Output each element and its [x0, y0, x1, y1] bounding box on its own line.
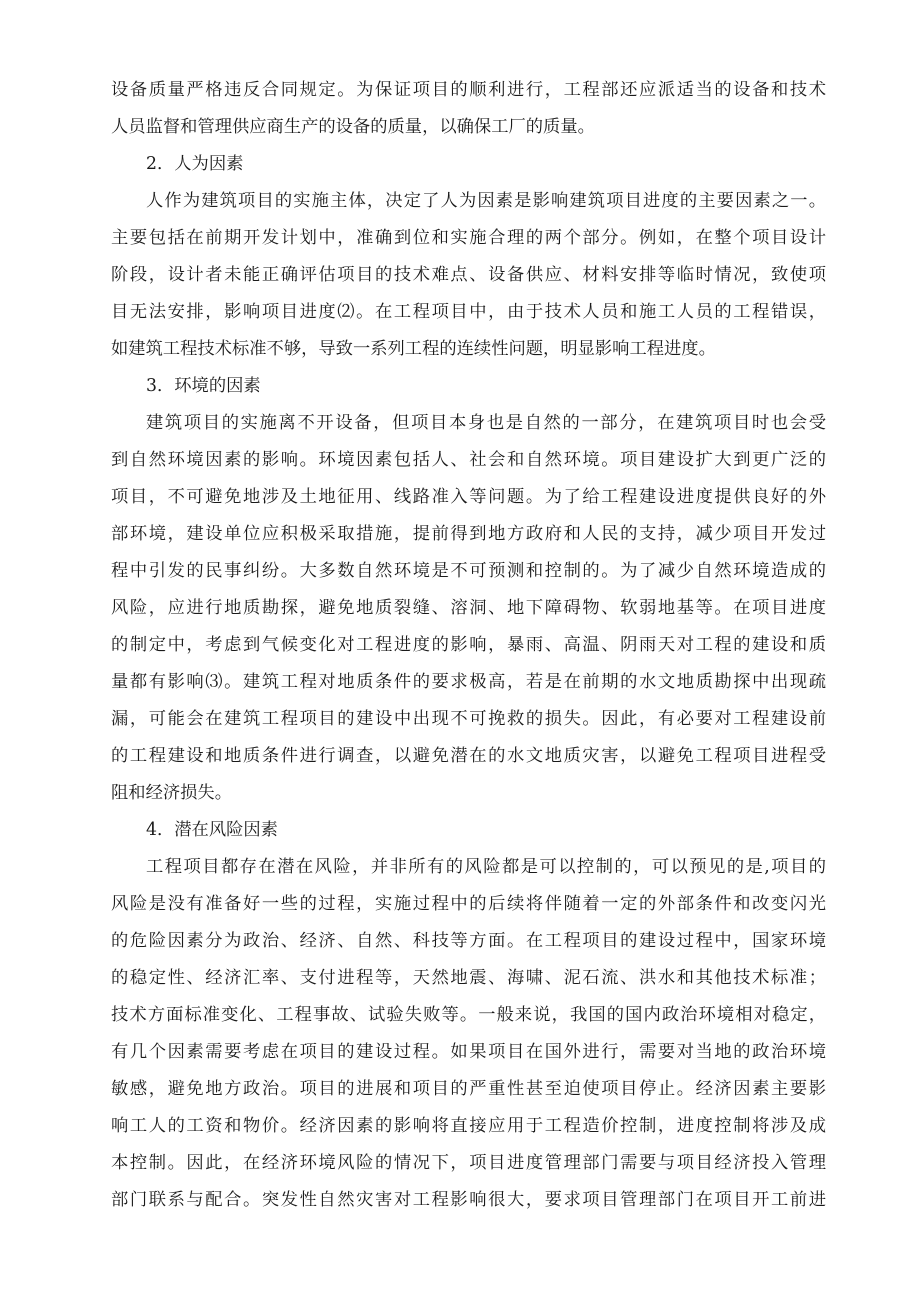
- text-line: 部环境，建设单位应积极采取措施，提前得到地方政府和人民的支持，减少项目开发过: [111, 524, 826, 544]
- text-line: 人员监督和管理供应商生产的设备的质量，以确保工厂的质量。: [111, 117, 595, 137]
- text-line: 风险是没有准备好一些的过程，实施过程中的后续将伴随着一定的外部条件和改变闪光: [111, 894, 826, 914]
- text-line: 技术方面标准变化、工程事故、试验失败等。一般来说，我国的国内政治环境相对稳定，: [111, 1005, 826, 1025]
- text-line: 本控制。因此，在经济环境风险的情况下，项目进度管理部门需要与项目经济投入管理: [111, 1153, 826, 1173]
- text-line: 目无法安排，影响项目进度⑵。在工程项目中，由于技术人员和施工人员的工程错误，: [111, 302, 826, 322]
- text-line: 阻和经济损失。: [111, 783, 232, 803]
- text-line: 有几个因素需要考虑在项目的建设过程。如果项目在国外进行，需要对当地的政治环境: [111, 1042, 826, 1062]
- paragraph-potential-risk: [111, 849, 826, 1219]
- text-line: 的工程建设和地质条件进行调查，以避免潜在的水文地质灾害，以避免工程项目进程受: [111, 746, 826, 766]
- section-heading-environment: 3．环境的因素: [146, 376, 261, 396]
- text-line: 的稳定性、经济汇率、支付进程等，天然地震、海啸、泥石流、洪水和其他技术标准；: [111, 968, 826, 988]
- text-line: 设备质量严格违反合同规定。为保证项目的顺利进行，工程部还应派适当的设备和技术: [111, 80, 826, 100]
- text-line: 项目，不可避免地涉及土地征用、线路准入等问题。为了给工程建设进度提供良好的外: [111, 487, 826, 507]
- text-line: 人作为建筑项目的实施主体，决定了人为因素是影响建筑项目进度的主要因素之一。: [146, 191, 826, 211]
- paragraph-human-factors: [111, 183, 826, 368]
- document-body: [111, 72, 826, 1219]
- section-heading-potential-risk: 4．潜在风险因素: [146, 820, 278, 840]
- text-line: 量都有影响⑶。建筑工程对地质条件的要求极高，若是在前期的水文地质勘探中出现疏: [111, 672, 826, 692]
- text-line: 漏，可能会在建筑工程项目的建设中出现不可挽救的损失。因此，有必要对工程建设前: [111, 709, 826, 729]
- text-line: 阶段，设计者未能正确评估项目的技术难点、设备供应、材料安排等临时情况，致使项: [111, 265, 826, 285]
- text-line: 建筑项目的实施离不开设备，但项目本身也是自然的一部分，在建筑项目时也会受: [146, 413, 826, 433]
- text-line: 如建筑工程技术标准不够，导致一系列工程的连续性问题，明显影响工程进度。: [111, 339, 716, 359]
- text-line: 敏感，避免地方政治。项目的进展和项目的严重性甚至迫使项目停止。经济因素主要影: [111, 1079, 826, 1099]
- text-line: 主要包括在前期开发计划中，准确到位和实施合理的两个部分。例如，在整个项目设计: [111, 228, 826, 248]
- text-line: 到自然环境因素的影响。环境因素包括人、社会和自然环境。项目建设扩大到更广泛的: [111, 450, 826, 470]
- text-line: 部门联系与配合。突发性自然灾害对工程影响很大，要求项目管理部门在项目开工前进: [111, 1190, 826, 1210]
- text-line: 响工人的工资和物价。经济因素的影响将直接应用于工程造价控制，进度控制将涉及成: [111, 1116, 826, 1136]
- text-line: 工程项目都存在潜在风险，并非所有的风险都是可以控制的，可以预见的是,项目的: [146, 857, 826, 877]
- paragraph-equipment-quality: [111, 72, 826, 146]
- section-heading-human-factors: 2．人为因素: [146, 154, 244, 174]
- text-line: 的危险因素分为政治、经济、自然、科技等方面。在工程项目的建设过程中，国家环境: [111, 931, 826, 951]
- text-line: 风险，应进行地质勘探，避免地质裂缝、溶洞、地下障碍物、软弱地基等。在项目进度: [111, 598, 826, 618]
- paragraph-environment: [111, 405, 826, 812]
- text-line: 程中引发的民事纠纷。大多数自然环境是不可预测和控制的。为了减少自然环境造成的: [111, 561, 826, 581]
- text-line: 的制定中，考虑到气候变化对工程进度的影响，暴雨、高温、阴雨天对工程的建设和质: [111, 635, 826, 655]
